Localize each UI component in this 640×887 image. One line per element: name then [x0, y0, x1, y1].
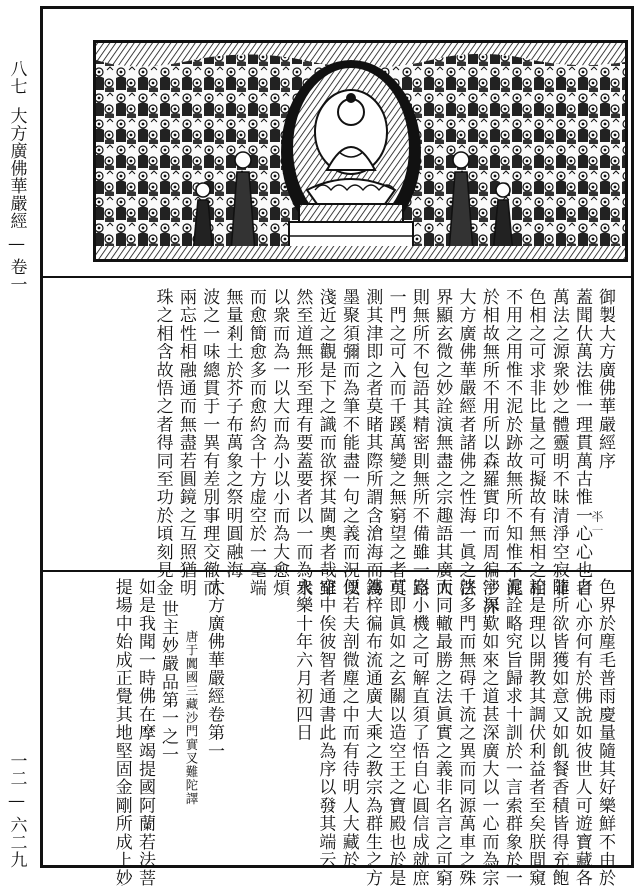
colophon-column: 永樂十年六月初四日: [292, 578, 313, 742]
colophon-column: 眞詮略究旨歸求十訓於一言索群象於一: [501, 578, 522, 887]
colophon-column: 便若夫剖微塵之中而有待明人大藏於: [338, 578, 359, 870]
colophon-column: 空中俟彼智者通書此為序以發其端云: [315, 578, 336, 870]
preface-title: 御製大方廣佛華嚴經序: [595, 288, 615, 470]
colophon-column: 隨所欲皆獲如意又如飢餐香積皆得充飽: [548, 578, 569, 887]
colophon-column: 可即眞如之玄關以造空王之寶殿也於是: [385, 578, 406, 887]
preface-column: 墨聚須彌而為筆不能盡一句之義而況以: [339, 288, 359, 598]
title-separator: —: [6, 233, 27, 254]
preface-column: 測其津即之者莫睹其際所謂含滄海而為: [362, 288, 383, 598]
preface-column: 而愈簡愈多而愈約含十方虚空於一毫端: [245, 288, 266, 598]
preface-column: 於相故無所不用所以森羅實印而周徧沙界: [478, 288, 499, 616]
colophon-column: 鏤梓徧布流通廣大乘之教宗為群生之方: [362, 578, 382, 887]
colophon-column: 字深歎如來之道甚深廣大以一心而為宗: [478, 578, 499, 887]
colophon-column: 豈小機之可解直須了悟自心圓信成就庶: [408, 578, 429, 887]
preface-marker: 𠦂一: [590, 510, 605, 537]
colophon-column: 詮是理以開教其調伏利益者至矣朕間窺: [525, 578, 546, 887]
page-number: 六二九: [6, 815, 27, 868]
preface-column: 蓋聞㐲萬法惟一理貫萬古惟一心心也者: [572, 288, 592, 598]
preface-column: 則無所不包語其精密則無所不備雖一路: [408, 288, 429, 598]
preface-column: 大方廣佛華嚴經者諸佛之性海一眞之法: [455, 288, 476, 598]
scripture-panel: [60, 578, 620, 887]
preface-column: 珠之相含故悟之者得同至功於頃刻見金: [152, 288, 173, 598]
chapter-title: 世主妙嚴品第一之一: [158, 600, 178, 764]
translator-line: 唐于闐國三藏沙門實叉難陀譯: [184, 630, 199, 806]
preface-column: 兩忘性相融通而無盡若圓鏡之互照猶明: [175, 288, 196, 598]
preface-column: 波之一味總貫于一異有差別事理交徹而: [199, 288, 220, 598]
preface-column: 無量剎土於芥子布萬象之祭明圓融海: [222, 288, 243, 580]
upper-divider: [40, 276, 634, 278]
preface-column: 一門之可入而千蹊萬變之無窮望之者莫: [385, 288, 406, 598]
page-label: 八七: [6, 60, 27, 95]
volume-label: 卷一: [6, 258, 27, 293]
colophon-column: 自心亦何有於佛說如彼世人可遊寶藏各: [571, 578, 592, 887]
running-header: [2, 60, 30, 293]
book-title: 大方廣佛華嚴經: [6, 107, 27, 230]
preface-column: 不用之用惟不泥於跡故無所不知惟不泥: [502, 288, 523, 598]
colophon-column: 啓多門而無碍千流之異而同源萬車之殊: [455, 578, 476, 887]
colophon-column: 而同轍最勝之法眞實之義非名言之可窮: [431, 578, 452, 887]
preface-column: 然至道無形至理有要蓋要者以一而為衆: [292, 288, 313, 598]
sutra-column: 如是我聞一時佛在摩竭提國阿蘭若法菩: [135, 578, 155, 887]
preface-column: 淺近之觀是下之識而欲探其閫奧者哉雖: [315, 288, 336, 598]
preface-panel: [60, 288, 620, 616]
preface-column: 萬法之源衆妙之體靈明不昧清淨空寂非: [548, 288, 569, 598]
running-footer: [2, 752, 30, 868]
footer-separator: —: [6, 791, 27, 812]
preface-column: 界顯玄微之妙詮演無盡之宗趣語其廣大: [432, 288, 453, 598]
sutra-column: 提場中始成正覺其地堅固金剛所成上妙: [111, 578, 132, 887]
frontispiece-illustration: [93, 40, 628, 262]
preface-column: 色相之可求非比量之可擬故有無相之相: [525, 288, 546, 598]
colophon-column: 色界於塵毛普雨慶量隨其好樂鮮不由於: [595, 578, 615, 887]
volume-number: 一二: [6, 752, 27, 787]
preface-column: 以衆而為一以大而為小以小而為大愈煩: [269, 288, 290, 598]
scripture-title: 大方廣佛華嚴經卷第一: [204, 578, 224, 760]
